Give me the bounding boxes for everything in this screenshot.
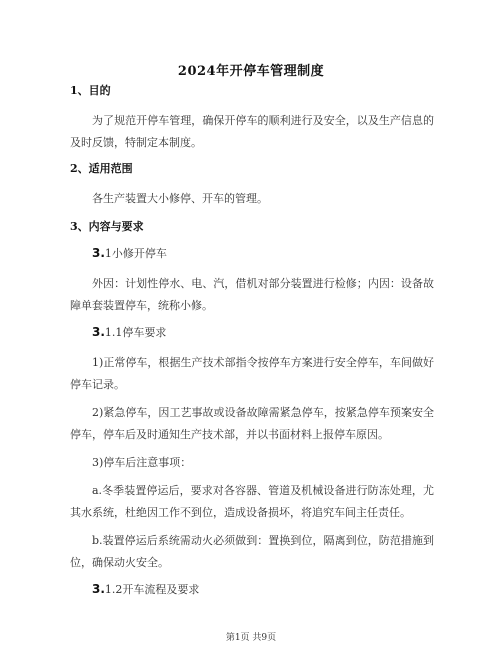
section-1-text: 为了规范开停车管理，确保开停车的顺利进行及安全，以及生产信息的及时反馈，特制定本制度。 (70, 114, 434, 149)
section-1-heading: 1、目的 (70, 84, 111, 97)
subsection-3-1-1 (70, 325, 434, 340)
section-2-heading: 2、适用范围 (70, 162, 133, 175)
subsection-3-1-2-title: 1.2开车流程及要求 (104, 583, 200, 596)
subsection-3-1 (70, 246, 434, 261)
document-body (70, 84, 434, 609)
list-item-3b: b.装置停运后系统需动火必须做到：置换到位，隔离到位，防范措施到位，确保动火安全。 (70, 534, 434, 569)
subsection-3-1-2 (70, 582, 434, 597)
section-2-text: 各生产装置大小修停、开车的管理。 (92, 192, 268, 205)
subsection-3-1-2-number: 3. (92, 582, 105, 596)
section-3-heading: 3、内容与要求 (70, 220, 144, 233)
list-item-2: 2)紧急停车，因工艺事故或设备故障需紧急停车，按紧急停车预案安全停车，停车后及时通知生产技术部，并以书面材料上报停车原因。 (70, 406, 434, 441)
page-footer: 第1页 共9页 (225, 633, 277, 643)
subsection-3-1-title: 1小修开停车 (104, 247, 167, 260)
subsection-3-1-text: 外因：计划性停水、电、汽，借机对部分装置进行检修；内因：设备故障单套装置停车，统称小修。 (70, 277, 434, 312)
subsection-3-1-1-number: 3. (92, 325, 105, 339)
subsection-3-1-1-title: 1.1停车要求 (104, 326, 167, 339)
list-item-3: 3)停车后注意事项： (92, 456, 192, 469)
document-title: 2024年开停车管理制度 (177, 64, 325, 79)
list-item-1: 1)正常停车，根据生产技术部指令按停车方案进行安全停车，车间做好停车记录。 (70, 356, 434, 391)
list-item-3a: a.冬季装置停运后，要求对各容器、管道及机械设备进行防冻处理，尤其水系统，杜绝因工作不到位，造成设备损坏，将追究车间主任责任。 (70, 484, 434, 519)
subsection-3-1-number: 3. (92, 246, 105, 260)
